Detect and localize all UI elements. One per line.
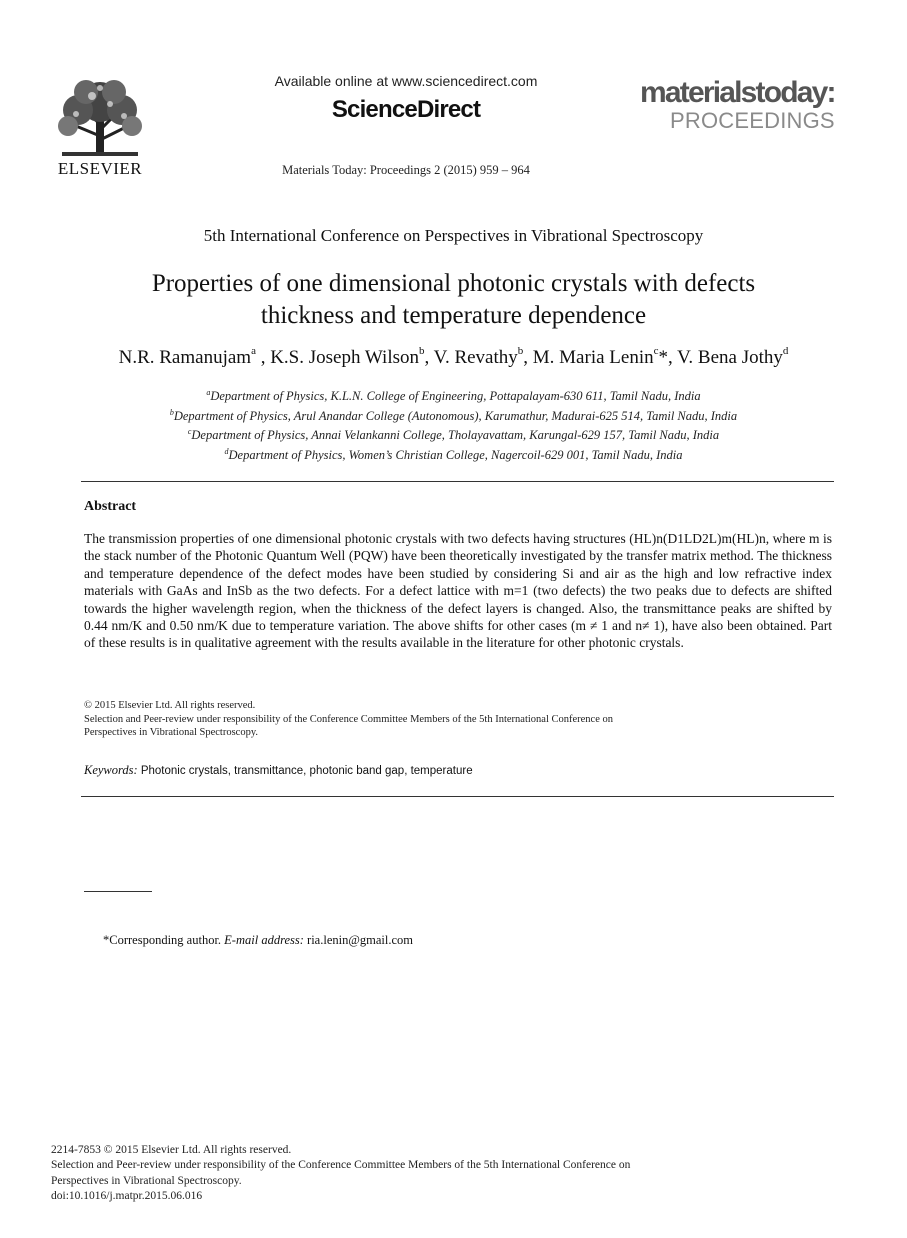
footnote-rule bbox=[84, 891, 152, 892]
author-separator: , bbox=[424, 347, 434, 368]
abstract-heading: Abstract bbox=[84, 499, 137, 514]
affiliation-text: Department of Physics, Arul Anandar College (Autonomous), Karumathur, Madurai-625 514, Tamil Nadu, India bbox=[173, 408, 738, 423]
author-separator: , bbox=[523, 347, 533, 368]
author-separator: , bbox=[260, 347, 271, 368]
author-affil-sup: b bbox=[419, 345, 425, 357]
copyright-line: © 2015 Elsevier Ltd. All rights reserved. bbox=[84, 700, 256, 711]
paper-title bbox=[60, 268, 847, 332]
affiliation-list bbox=[60, 385, 847, 463]
keywords-bottom-rule bbox=[81, 796, 834, 797]
peer-review-line: Selection and Peer-review under responsibility of the Conference Committee Members of the 5th International Conference on bbox=[84, 713, 613, 725]
author-name: M. Maria Lenin bbox=[532, 347, 654, 368]
author-name: K.S. Joseph Wilson bbox=[270, 347, 419, 368]
journal-reference: Materials Today: Proceedings 2 (2015) 959 – 964 bbox=[282, 163, 530, 177]
sciencedirect-logo[interactable]: ScienceDirect bbox=[331, 96, 481, 123]
affiliation-text: Department of Physics, K.L.N. College of Engineering, Pottapalayam-630 611, Tamil Nadu, India bbox=[210, 389, 701, 403]
keywords bbox=[84, 763, 473, 778]
copyright-block bbox=[84, 699, 832, 740]
keywords-label: Keywords: bbox=[84, 763, 138, 777]
affiliation-sup: b bbox=[169, 407, 174, 417]
author-list bbox=[30, 345, 877, 369]
doi-link[interactable]: doi:10.1016/j.matpr.2015.06.016 bbox=[51, 1190, 203, 1203]
materials-today-logo[interactable] bbox=[640, 78, 880, 132]
affiliation-text: Department of Physics, Annai Velankanni College, Tholayavattam, Karungal-629 157, Tamil Nadu, India bbox=[191, 428, 720, 442]
conference-name: 5th International Conference on Perspectives in Vibrational Spectroscopy bbox=[203, 226, 704, 245]
email-address[interactable]: ria.lenin@gmail.com bbox=[307, 933, 413, 947]
materials-today-brand: materialstoday: bbox=[640, 76, 835, 109]
affiliation-item bbox=[60, 405, 847, 425]
elsevier-tree-icon bbox=[52, 74, 148, 158]
available-online-text: Available online at www.sciencedirect.com bbox=[274, 73, 538, 89]
author-affil-sup: a bbox=[251, 345, 256, 357]
author-affil-sup: d bbox=[782, 345, 789, 357]
author-separator: , bbox=[667, 347, 678, 368]
affiliation-sup: a bbox=[206, 388, 211, 397]
keywords-values: Photonic crystals, transmittance, photonic band gap, temperature bbox=[140, 765, 473, 777]
peer-review-line-cont: Perspectives in Vibrational Spectroscopy. bbox=[84, 727, 259, 739]
paper-title-line-2: thickness and temperature dependence bbox=[260, 302, 647, 329]
corresponding-author-note bbox=[103, 933, 413, 948]
affiliation-item bbox=[60, 444, 847, 464]
elsevier-wordmark: ELSEVIER bbox=[57, 159, 143, 178]
corresponding-author-prefix: *Corresponding author. bbox=[103, 933, 222, 947]
abstract-body: The transmission properties of one dimensional photonic crystals with two defects having structures (HL)n(D1LD2L)m(HL)n, where m is the stack number of the Photonic Quantum Well (PQW) have been theoretically investigated by the transfer matrix method. The thickness and temperature dependence of the defect modes have been studied by considering Si and air as the high and low refractive index materials with GaAs and InSb as the two defects. For a defect lattice with m=1 (two defects) the two peaks due to defects are shifted towards the higher wavelength region, when the thickness of the defect layers is changed. Also, the transmittance peaks are shifted by 0.44 nm/K and 0.50 nm/K due to temperature variation. The above shifts for other cases (m ≠ 1 and n≠ 1), have also been obtained. Part of these results is in qualitative agreement with the results available in the literature for other photonic crystals. bbox=[84, 531, 832, 651]
email-label: E-mail address: bbox=[224, 933, 304, 947]
author-name: V. Revathy bbox=[433, 347, 518, 368]
footer-selection-line: Selection and Peer-review under responsibility of the Conference Committee Members of the 5th International Conference on bbox=[51, 1159, 631, 1172]
issn-line: 2214-7853 © 2015 Elsevier Ltd. All rights reserved. bbox=[51, 1144, 292, 1156]
author-name: V. Bena Jothy bbox=[677, 347, 783, 368]
affiliation-sup: c bbox=[187, 427, 192, 436]
affiliation-sup: d bbox=[224, 446, 229, 456]
page-footer bbox=[51, 1143, 811, 1205]
affiliation-item bbox=[60, 385, 847, 405]
materials-today-subtitle: PROCEEDINGS bbox=[670, 108, 835, 133]
paper-title-line-1: Properties of one dimensional photonic crystals with defects bbox=[151, 270, 756, 297]
author-affil-sup: b bbox=[517, 345, 524, 357]
affiliation-text: Department of Physics, Women’s Christian College, Nagercoil-629 001, Tamil Nadu, India bbox=[228, 447, 683, 462]
corresponding-mark: * bbox=[658, 347, 668, 368]
footer-selection-line-cont: Perspectives in Vibrational Spectroscopy. bbox=[51, 1174, 242, 1187]
author-affil-sup: c bbox=[653, 345, 659, 357]
author-name: N.R. Ramanujam bbox=[118, 347, 252, 368]
affiliation-item bbox=[60, 424, 847, 444]
abstract-top-rule bbox=[81, 481, 834, 482]
elsevier-logo[interactable] bbox=[52, 74, 148, 180]
